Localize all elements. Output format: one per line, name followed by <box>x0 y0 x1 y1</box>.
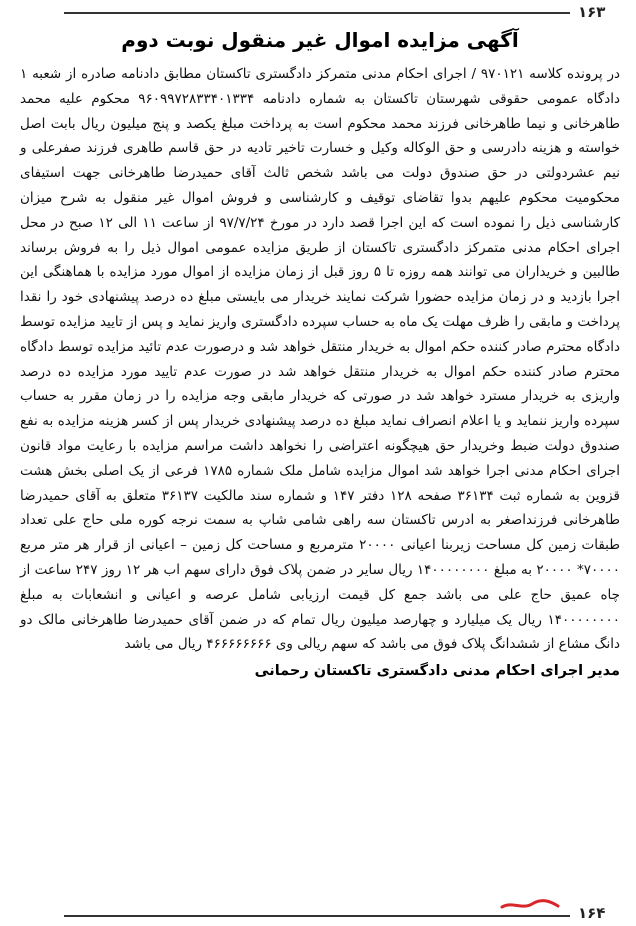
red-stamp-mark <box>500 898 560 912</box>
bottom-divider <box>64 915 570 917</box>
notice-title: آگهی مزایده اموال غیر منقول نوبت دوم <box>121 28 519 52</box>
notice-body: در پرونده کلاسه ۹۷۰۱۲۱ / اجرای احکام مدنی متمرکز دادگستری تاکستان مطابق دادنامه صادره از شعبه ۱ دادگاه عمومی حقوقی شهرستان تاکستان به شماره دادنامه ۹۶۰۹۹۷۲۸۳۳۴۰۱۳۳۴ محکوم علیه محمد طاهرخانی و نیما طاهرخانی فرزند محمد محکوم است به پرداخت مبلغ یکصد و پنج میلیون ریال بابت اصل خواسته و هزینه دادرسی و حق الوکاله وکیل و خسارت تاخیر تادیه در حق قاسم طاهری فرزند صفرعلی و نیم عشردولتی در حق صندوق دولت می باشد شخص ثالث آقای حمیدرضا طاهرخانی جهت استیفای محکومیت محکوم علیهم بدوا تقاضای توقیف و کارشناسی و فروش اموال غیر منقول به شرح میزان کارشناسی ذیل را نموده است که این اجرا قصد دارد در مورخ ۹۷/۷/۲۴ از ساعت ۱۱ الی ۱۲ صبح در محل اجرای احکام مدنی متمرکز دادگستری تاکستان از طریق مزایده عمومی اموال ذیل را به فروش برساند طالبین و خریداران می توانند همه روزه تا ۵ روز قبل از زمان مزایده از اموال مورد مزایده با هماهنگی این اجرا بازدید و در زمان مزایده حضورا شرکت نمایند خریدار می بایستی مبلغ ده درصد پیشنهادی خود را نقدا پرداخت و مابقی را ظرف مهلت یک ماه به حساب سپرده دادگستری واریز نماید و پس از تایید مزایده توسط دادگاه محترم صادر کننده حکم اموال به خریدار منتقل خواهد شد و درصورت عدم تائید مزایده توسط دادگاه محترم صادر کننده حکم اموال به خریدار منتقل خواهد شد در صورت عدم تایید مورد مزایده ده درصد واریزی به خریدار مسترد خواهد شد در صورتی که خریدار مابقی وجه مزایده را در زمان مقرر به حساب سپرده واریز ننماید و یا اعلام انصراف نماید مبلغ ده درصد پیشنهادی خریدار پس از کسر هزینه مزایده به نفع صندوق دولت ضبط وخریدار حق هیچگونه اعتراضی را نخواهد داشت مراسم مزایده با رعایت مواد قانون اجرای احکام مدنی اجرا خواهد شد اموال مزایده شامل ملک شماره ۱۷۸۵ فرعی از یک اصلی بخش هشت قزوین به شماره ثبت ۳۶۱۳۴ صفحه ۱۲۸ دفتر ۱۴۷ و شماره سند مالکیت ۳۶۱۳۷ متعلق به آقای حمیدرضا طاهرخانی فرزنداصغر به ادرس تاکستان سه راهی شامی شاپ به سمت نرجه کوره ملی حاج علی تعداد طبقات زمین کل مساحت زیربنا اعیانی ۲۰۰۰۰ مترمربع و مساحت کل زمین – اعیانی از قرار هر متر مربع ۷۰۰۰۰* ۲۰۰۰۰ به مبلغ ۱۴۰۰۰۰۰۰۰۰ ریال سایر در ضمن پلاک فوق دارای سهم اب هر ۱۲ روز ۲۴۷ ساعت از چاه عمیق حاج علی می باشد جمع کل قیمت ارزیابی شامل عرصه و اعیانی و انشعابات به مبلغ ۱۴۰۰۰۰۰۰۰۰ ریال یک میلیارد و چهارصد میلیون ریال تمام که در ضمن آقای حمیدرضا طاهرخانی مالک دو دانگ مشاع از ششدانگ پلاک فوق می باشد که سهم ریالی وی ۴۶۶۶۶۶۶۶۶ ریال می باشد <box>20 66 621 653</box>
top-page-number: ۱۶۳ <box>578 3 606 21</box>
notice-signature: مدیر اجرای احکام مدنی دادگستری تاکستان رحمانی <box>254 663 620 680</box>
bottom-page-number: ۱۶۴ <box>578 904 606 922</box>
top-divider <box>64 12 570 14</box>
auction-notice <box>20 26 620 683</box>
